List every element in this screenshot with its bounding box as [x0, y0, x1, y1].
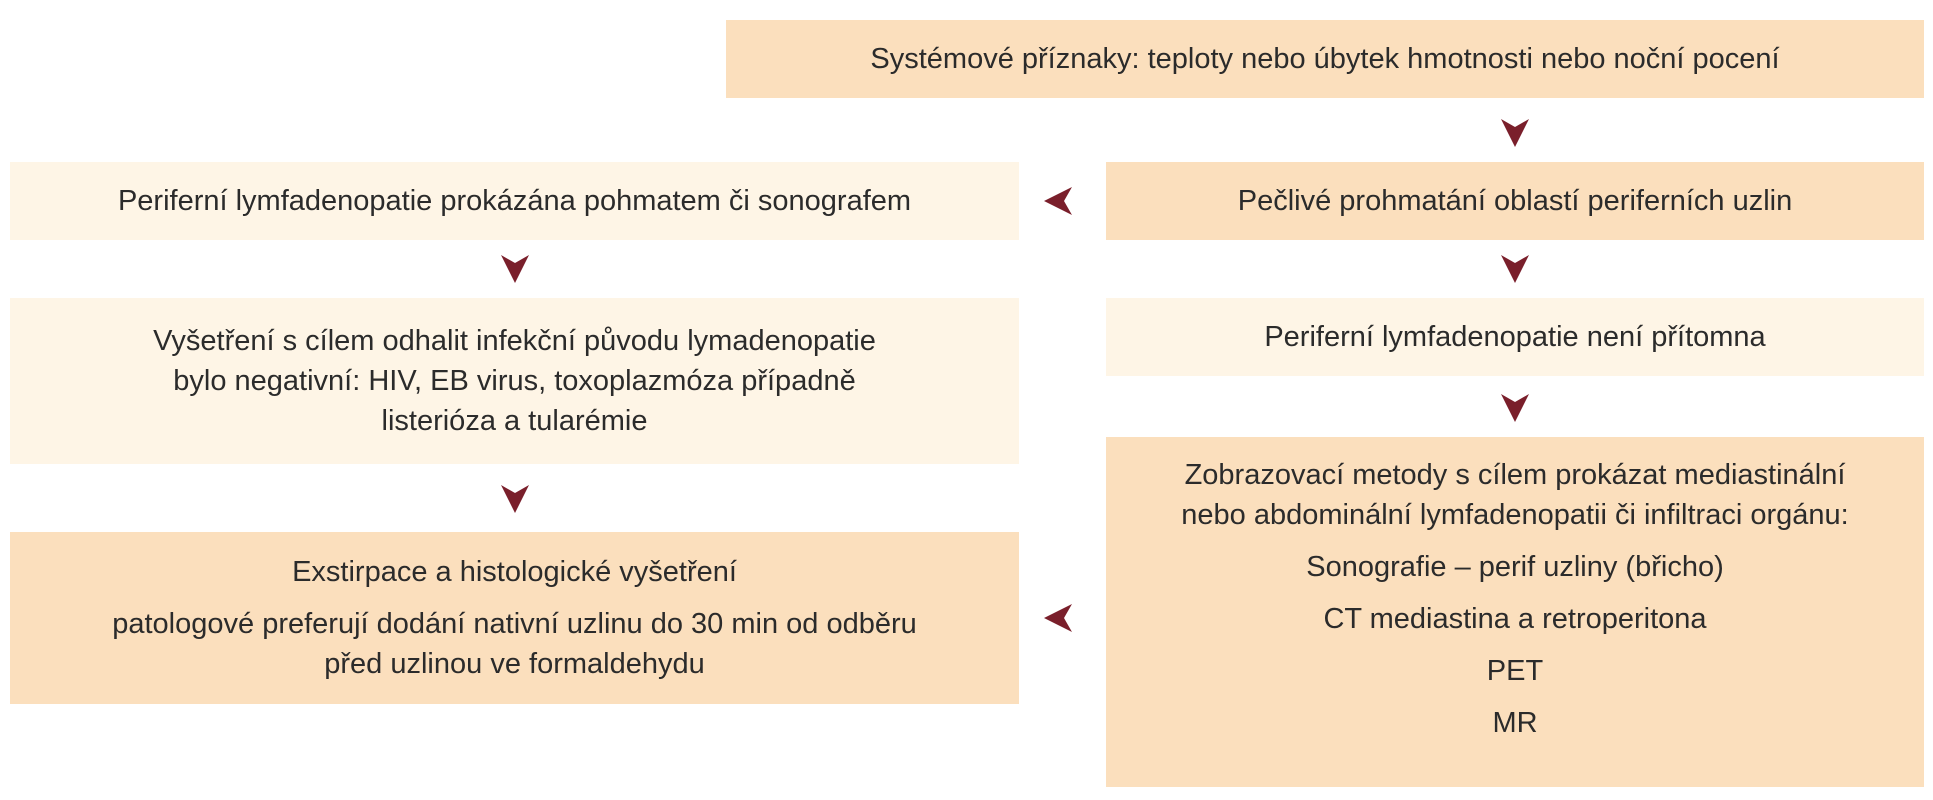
node-lymphadenopathy-absent: [1106, 298, 1924, 376]
exstirpation-line: patologové preferují dodání nativní uzlinu do 30 min od odběru: [112, 608, 917, 640]
imaging-line: CT mediastina a retroperitona: [1323, 603, 1707, 635]
node-systemic-symptoms-text: Systémové příznaky: teploty nebo úbytek hmotnosti nebo noční pocení: [870, 43, 1780, 75]
imaging-line: nebo abdominální lymfadenopatii či infiltraci orgánu:: [1181, 499, 1849, 531]
arrow-down-icon: [1500, 118, 1530, 148]
arrow-down-icon: [1500, 254, 1530, 284]
imaging-line: PET: [1486, 655, 1544, 687]
node-peripheral-lymphadenopathy: [10, 162, 1019, 240]
imaging-line: Sonografie – perif uzliny (břicho): [1306, 551, 1724, 583]
imaging-line: Zobrazovací metody s cílem prokázat mediastinální: [1184, 459, 1846, 491]
node-exstirpation: [10, 532, 1019, 704]
arrow-down-icon: [500, 254, 530, 284]
infection-line: bylo negativní: HIV, EB virus, toxoplazmóza případně: [173, 365, 856, 397]
node-palpation: [1106, 162, 1924, 240]
node-lymphadenopathy-absent-text: Periferní lymfadenopatie není přítomna: [1264, 321, 1766, 353]
arrow-left-icon: [1043, 603, 1073, 633]
exstirpation-line: Exstirpace a histologické vyšetření: [292, 556, 737, 588]
node-imaging-methods: [1106, 437, 1924, 787]
imaging-line: MR: [1492, 707, 1538, 739]
infection-line: Vyšetření s cílem odhalit infekční původu lymadenopatie: [153, 325, 876, 357]
arrow-down-icon: [500, 484, 530, 514]
exstirpation-line: před uzlinou ve formaldehydu: [324, 648, 705, 680]
infection-line: listerióza a tularémie: [381, 405, 648, 437]
node-palpation-text: Pečlivé prohmatání oblastí periferních uzlin: [1237, 185, 1793, 217]
node-systemic-symptoms: [726, 20, 1924, 98]
node-infection-tests: [10, 298, 1019, 464]
arrow-down-icon: [1500, 393, 1530, 423]
node-peripheral-lymphadenopathy-text: Periferní lymfadenopatie prokázána pohmatem či sonografem: [117, 185, 912, 217]
arrow-left-icon: [1043, 186, 1073, 216]
